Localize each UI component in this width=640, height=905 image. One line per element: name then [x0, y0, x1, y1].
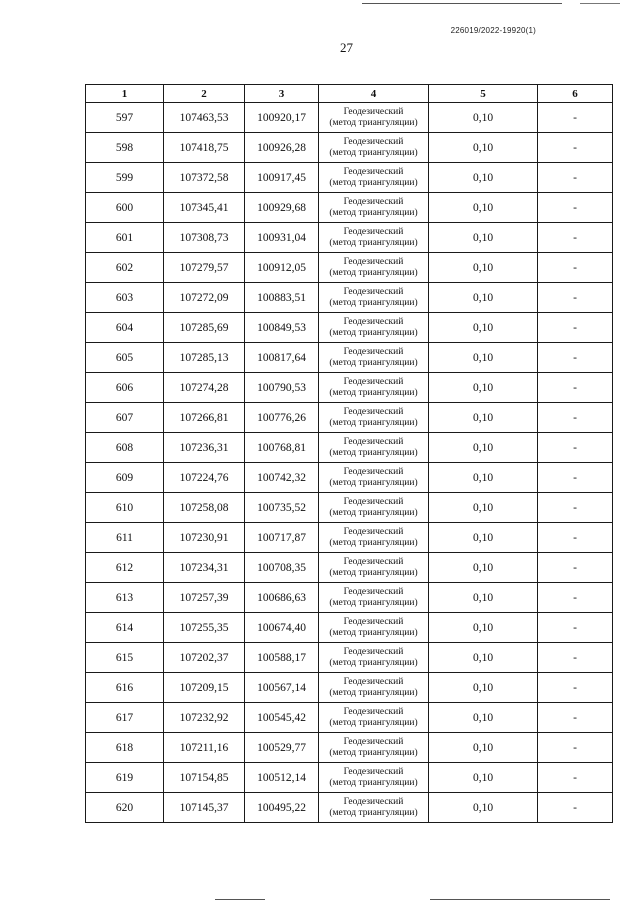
y-coordinate-cell: 100790,53	[245, 373, 319, 403]
header-col-2: 2	[164, 85, 245, 103]
x-coordinate-cell: 107211,16	[164, 733, 245, 763]
method-line-1: Геодезический	[343, 436, 404, 447]
bottom-divider-line-right	[430, 899, 610, 900]
accuracy-cell: 0,10	[429, 163, 538, 193]
method-line-1: Геодезический	[343, 286, 404, 297]
method-line-1: Геодезический	[343, 226, 404, 237]
y-coordinate-cell: 100849,53	[245, 313, 319, 343]
table-row	[86, 493, 613, 523]
note-cell: -	[538, 313, 613, 343]
method-cell	[319, 523, 429, 553]
note-cell: -	[538, 523, 613, 553]
method-line-1: Геодезический	[343, 616, 404, 627]
accuracy-cell: 0,10	[429, 373, 538, 403]
accuracy-cell: 0,10	[429, 493, 538, 523]
point-number-cell: 609	[86, 463, 164, 493]
point-number-cell: 617	[86, 703, 164, 733]
method-line-1: Геодезический	[343, 676, 404, 687]
x-coordinate-cell: 107234,31	[164, 553, 245, 583]
table-row	[86, 163, 613, 193]
method-cell	[319, 313, 429, 343]
note-cell: -	[538, 493, 613, 523]
x-coordinate-cell: 107154,85	[164, 763, 245, 793]
header-col-5: 5	[429, 85, 538, 103]
method-line-2: (метод триангуляции)	[329, 507, 418, 518]
accuracy-cell: 0,10	[429, 673, 538, 703]
method-line-2: (метод триангуляции)	[329, 267, 418, 278]
y-coordinate-cell: 100512,14	[245, 763, 319, 793]
y-coordinate-cell: 100776,26	[245, 403, 319, 433]
method-line-1: Геодезический	[343, 316, 404, 327]
table-row	[86, 283, 613, 313]
method-line-2: (метод триангуляции)	[329, 477, 418, 488]
note-cell: -	[538, 433, 613, 463]
accuracy-cell: 0,10	[429, 433, 538, 463]
note-cell: -	[538, 373, 613, 403]
table-row	[86, 643, 613, 673]
table-row	[86, 193, 613, 223]
x-coordinate-cell: 107418,75	[164, 133, 245, 163]
method-cell	[319, 673, 429, 703]
point-number-cell: 608	[86, 433, 164, 463]
y-coordinate-cell: 100931,04	[245, 223, 319, 253]
table-row	[86, 223, 613, 253]
table-row	[86, 553, 613, 583]
method-cell	[319, 703, 429, 733]
note-cell: -	[538, 763, 613, 793]
y-coordinate-cell: 100817,64	[245, 343, 319, 373]
point-number-cell: 599	[86, 163, 164, 193]
y-coordinate-cell: 100588,17	[245, 643, 319, 673]
accuracy-cell: 0,10	[429, 463, 538, 493]
accuracy-cell: 0,10	[429, 583, 538, 613]
x-coordinate-cell: 107236,31	[164, 433, 245, 463]
method-cell	[319, 403, 429, 433]
method-cell	[319, 343, 429, 373]
method-line-1: Геодезический	[343, 166, 404, 177]
method-line-1: Геодезический	[343, 526, 404, 537]
x-coordinate-cell: 107255,35	[164, 613, 245, 643]
accuracy-cell: 0,10	[429, 733, 538, 763]
method-cell	[319, 163, 429, 193]
method-cell	[319, 133, 429, 163]
accuracy-cell: 0,10	[429, 403, 538, 433]
point-number-cell: 611	[86, 523, 164, 553]
y-coordinate-cell: 100883,51	[245, 283, 319, 313]
y-coordinate-cell: 100708,35	[245, 553, 319, 583]
method-cell	[319, 103, 429, 133]
accuracy-cell: 0,10	[429, 643, 538, 673]
point-number-cell: 605	[86, 343, 164, 373]
method-cell	[319, 463, 429, 493]
method-line-2: (метод триангуляции)	[329, 687, 418, 698]
method-line-2: (метод триангуляции)	[329, 777, 418, 788]
method-line-1: Геодезический	[343, 646, 404, 657]
note-cell: -	[538, 673, 613, 703]
method-line-2: (метод триангуляции)	[329, 357, 418, 368]
note-cell: -	[538, 463, 613, 493]
method-line-2: (метод триангуляции)	[329, 387, 418, 398]
method-line-1: Геодезический	[343, 796, 404, 807]
method-cell	[319, 643, 429, 673]
method-line-1: Геодезический	[343, 346, 404, 357]
method-line-2: (метод триангуляции)	[329, 567, 418, 578]
note-cell: -	[538, 163, 613, 193]
method-line-1: Геодезический	[343, 136, 404, 147]
y-coordinate-cell: 100717,87	[245, 523, 319, 553]
point-number-cell: 612	[86, 553, 164, 583]
x-coordinate-cell: 107279,57	[164, 253, 245, 283]
method-cell	[319, 733, 429, 763]
header-col-4: 4	[319, 85, 429, 103]
x-coordinate-cell: 107372,58	[164, 163, 245, 193]
point-number-cell: 602	[86, 253, 164, 283]
point-number-cell: 598	[86, 133, 164, 163]
method-line-2: (метод триангуляции)	[329, 747, 418, 758]
method-line-1: Геодезический	[343, 556, 404, 567]
point-number-cell: 613	[86, 583, 164, 613]
point-number-cell: 597	[86, 103, 164, 133]
accuracy-cell: 0,10	[429, 253, 538, 283]
point-number-cell: 615	[86, 643, 164, 673]
point-number-cell: 614	[86, 613, 164, 643]
table-row	[86, 523, 613, 553]
note-cell: -	[538, 643, 613, 673]
accuracy-cell: 0,10	[429, 133, 538, 163]
table-row	[86, 133, 613, 163]
table-header-row	[86, 85, 613, 103]
method-line-1: Геодезический	[343, 106, 404, 117]
bottom-divider-line-left	[215, 899, 265, 900]
note-cell: -	[538, 583, 613, 613]
method-line-2: (метод триангуляции)	[329, 297, 418, 308]
note-cell: -	[538, 133, 613, 163]
table-row	[86, 733, 613, 763]
method-cell	[319, 493, 429, 523]
table-row	[86, 253, 613, 283]
y-coordinate-cell: 100926,28	[245, 133, 319, 163]
method-line-2: (метод триангуляции)	[329, 807, 418, 818]
point-number-cell: 604	[86, 313, 164, 343]
method-cell	[319, 283, 429, 313]
x-coordinate-cell: 107345,41	[164, 193, 245, 223]
note-cell: -	[538, 283, 613, 313]
table-row	[86, 703, 613, 733]
accuracy-cell: 0,10	[429, 613, 538, 643]
note-cell: -	[538, 193, 613, 223]
accuracy-cell: 0,10	[429, 313, 538, 343]
method-cell	[319, 253, 429, 283]
note-cell: -	[538, 403, 613, 433]
x-coordinate-cell: 107266,81	[164, 403, 245, 433]
point-number-cell: 606	[86, 373, 164, 403]
table-body	[86, 103, 613, 823]
point-number-cell: 600	[86, 193, 164, 223]
y-coordinate-cell: 100735,52	[245, 493, 319, 523]
method-line-2: (метод триангуляции)	[329, 147, 418, 158]
table-row	[86, 343, 613, 373]
note-cell: -	[538, 553, 613, 583]
method-cell	[319, 763, 429, 793]
method-line-2: (метод триангуляции)	[329, 237, 418, 248]
method-line-2: (метод триангуляции)	[329, 537, 418, 548]
note-cell: -	[538, 703, 613, 733]
method-line-1: Геодезический	[343, 496, 404, 507]
y-coordinate-cell: 100929,68	[245, 193, 319, 223]
method-cell	[319, 223, 429, 253]
x-coordinate-cell: 107308,73	[164, 223, 245, 253]
table-row	[86, 583, 613, 613]
note-cell: -	[538, 103, 613, 133]
accuracy-cell: 0,10	[429, 103, 538, 133]
header-col-1: 1	[86, 85, 164, 103]
table-row	[86, 793, 613, 823]
table-row	[86, 463, 613, 493]
y-coordinate-cell: 100912,05	[245, 253, 319, 283]
method-line-1: Геодезический	[343, 706, 404, 717]
point-number-cell: 616	[86, 673, 164, 703]
method-line-1: Геодезический	[343, 196, 404, 207]
method-line-1: Геодезический	[343, 466, 404, 477]
method-line-2: (метод триангуляции)	[329, 717, 418, 728]
x-coordinate-cell: 107274,28	[164, 373, 245, 403]
x-coordinate-cell: 107224,76	[164, 463, 245, 493]
document-number: 226019/2022-19920(1)	[450, 26, 536, 35]
x-coordinate-cell: 107202,37	[164, 643, 245, 673]
note-cell: -	[538, 733, 613, 763]
method-line-2: (метод триангуляции)	[329, 447, 418, 458]
note-cell: -	[538, 613, 613, 643]
x-coordinate-cell: 107145,37	[164, 793, 245, 823]
method-cell	[319, 793, 429, 823]
point-number-cell: 607	[86, 403, 164, 433]
accuracy-cell: 0,10	[429, 793, 538, 823]
table-row	[86, 313, 613, 343]
table-row	[86, 763, 613, 793]
note-cell: -	[538, 793, 613, 823]
accuracy-cell: 0,10	[429, 343, 538, 373]
y-coordinate-cell: 100495,22	[245, 793, 319, 823]
table-row	[86, 103, 613, 133]
method-cell	[319, 583, 429, 613]
coordinates-table	[85, 84, 613, 823]
x-coordinate-cell: 107257,39	[164, 583, 245, 613]
x-coordinate-cell: 107258,08	[164, 493, 245, 523]
x-coordinate-cell: 107285,69	[164, 313, 245, 343]
top-divider-line-right	[580, 3, 620, 4]
y-coordinate-cell: 100920,17	[245, 103, 319, 133]
header-col-6: 6	[538, 85, 613, 103]
method-line-2: (метод триангуляции)	[329, 417, 418, 428]
method-line-1: Геодезический	[343, 736, 404, 747]
method-line-1: Геодезический	[343, 586, 404, 597]
method-line-1: Геодезический	[343, 256, 404, 267]
note-cell: -	[538, 343, 613, 373]
table-row	[86, 403, 613, 433]
point-number-cell: 603	[86, 283, 164, 313]
method-line-2: (метод триангуляции)	[329, 207, 418, 218]
table-row	[86, 433, 613, 463]
method-cell	[319, 613, 429, 643]
method-line-1: Геодезический	[343, 406, 404, 417]
x-coordinate-cell: 107272,09	[164, 283, 245, 313]
point-number-cell: 620	[86, 793, 164, 823]
y-coordinate-cell: 100742,32	[245, 463, 319, 493]
method-line-2: (метод триангуляции)	[329, 597, 418, 608]
header-col-3: 3	[245, 85, 319, 103]
method-cell	[319, 553, 429, 583]
table-row	[86, 373, 613, 403]
method-line-2: (метод триангуляции)	[329, 627, 418, 638]
y-coordinate-cell: 100545,42	[245, 703, 319, 733]
table-row	[86, 673, 613, 703]
top-divider-line	[362, 3, 562, 4]
x-coordinate-cell: 107232,92	[164, 703, 245, 733]
method-line-1: Геодезический	[343, 766, 404, 777]
y-coordinate-cell: 100768,81	[245, 433, 319, 463]
note-cell: -	[538, 253, 613, 283]
y-coordinate-cell: 100686,63	[245, 583, 319, 613]
accuracy-cell: 0,10	[429, 553, 538, 583]
accuracy-cell: 0,10	[429, 703, 538, 733]
method-line-2: (метод триангуляции)	[329, 117, 418, 128]
point-number-cell: 618	[86, 733, 164, 763]
method-cell	[319, 433, 429, 463]
x-coordinate-cell: 107209,15	[164, 673, 245, 703]
method-line-1: Геодезический	[343, 376, 404, 387]
x-coordinate-cell: 107285,13	[164, 343, 245, 373]
y-coordinate-cell: 100529,77	[245, 733, 319, 763]
x-coordinate-cell: 107463,53	[164, 103, 245, 133]
note-cell: -	[538, 223, 613, 253]
x-coordinate-cell: 107230,91	[164, 523, 245, 553]
method-cell	[319, 193, 429, 223]
page-number: 27	[340, 40, 353, 55]
point-number-cell: 610	[86, 493, 164, 523]
y-coordinate-cell: 100567,14	[245, 673, 319, 703]
accuracy-cell: 0,10	[429, 193, 538, 223]
table-row	[86, 613, 613, 643]
point-number-cell: 619	[86, 763, 164, 793]
method-line-2: (метод триангуляции)	[329, 177, 418, 188]
method-line-2: (метод триангуляции)	[329, 657, 418, 668]
method-cell	[319, 373, 429, 403]
accuracy-cell: 0,10	[429, 523, 538, 553]
accuracy-cell: 0,10	[429, 283, 538, 313]
y-coordinate-cell: 100917,45	[245, 163, 319, 193]
point-number-cell: 601	[86, 223, 164, 253]
y-coordinate-cell: 100674,40	[245, 613, 319, 643]
method-line-2: (метод триангуляции)	[329, 327, 418, 338]
accuracy-cell: 0,10	[429, 223, 538, 253]
accuracy-cell: 0,10	[429, 763, 538, 793]
